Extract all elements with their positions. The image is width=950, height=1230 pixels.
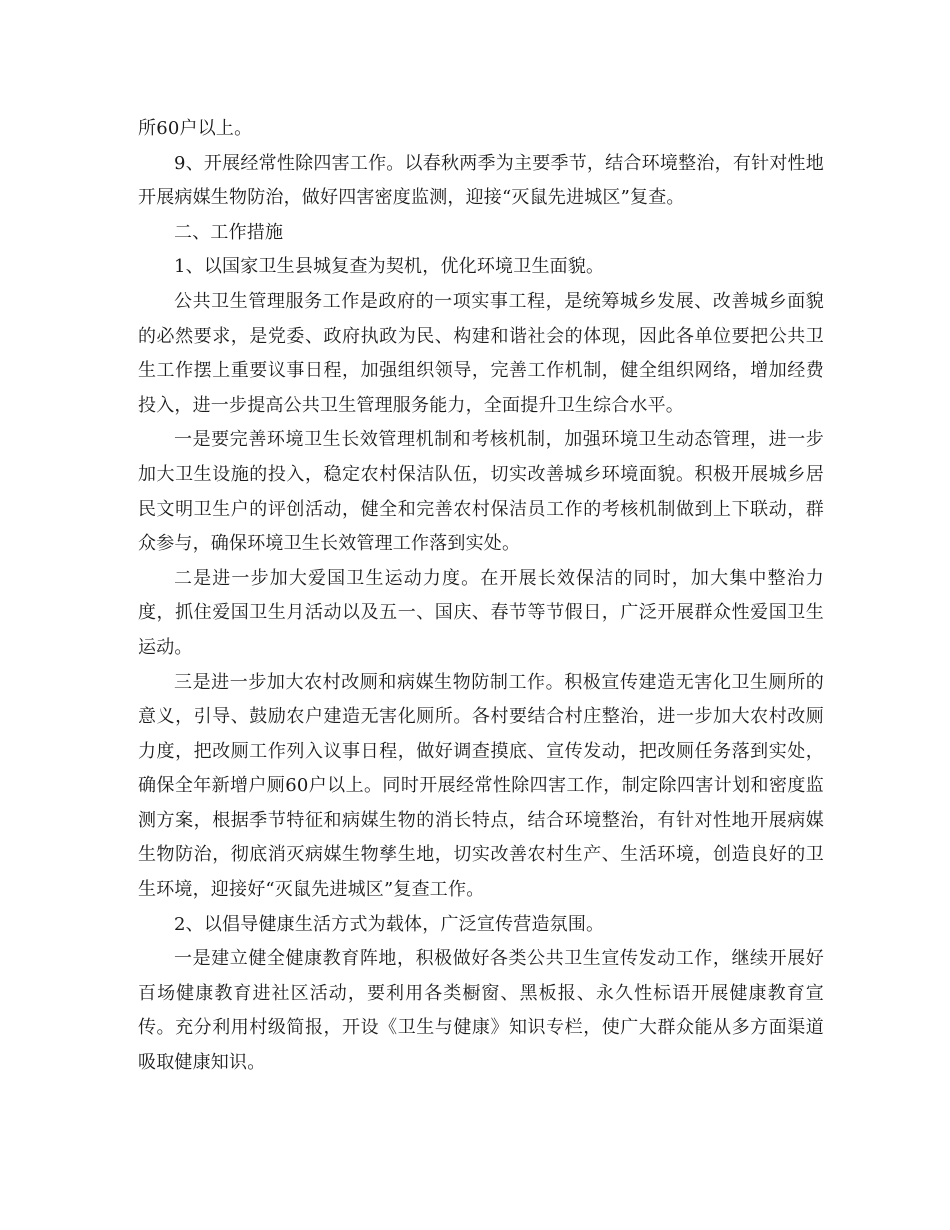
subsection-heading: 1、以国家卫生县城复查为契机，优化环境卫生面貌。: [174, 256, 605, 278]
subsection-heading: 2、以倡导健康生活方式为载体，广泛宣传营造氛围。: [174, 913, 605, 935]
section-heading: 二、工作措施: [174, 221, 284, 243]
paragraph: 公共卫生管理服务工作是政府的一项实事工程，是统筹城乡发展、改善城乡面貌的必然要求，是党委、政府执政为民、构建和谐社会的体现，因此各单位要把公共卫生工作摆上重要议事日程，加强组织领导，完善工作机制，健全组织网络，增加经费投入，进一步提高公共卫生管理服务能力，全面提升卫生综合水平。: [138, 290, 824, 416]
paragraph: 所60户以上。: [138, 118, 253, 139]
paragraph: 一是建立健全健康教育阵地，积极做好各类公共卫生宣传发动工作，继续开展好百场健康教育进社区活动，要利用各类橱窗、黑板报、永久性标语开展健康教育宣传。充分利用村级简报，开设《卫生与健康》知识专栏，使广大群众能从多方面渠道吸取健康知识。: [138, 948, 824, 1074]
paragraph: 9、开展经常性除四害工作。以春秋两季为主要季节，结合环境整治，有针对性地开展病媒生物防治，做好四害密度监测，迎接“灭鼠先进城区”复查。: [138, 152, 824, 209]
paragraph: 一是要完善环境卫生长效管理机制和考核机制，加强环境卫生动态管理，进一步加大卫生设施的投入，稳定农村保洁队伍，切实改善城乡环境面貌。积极开展城乡居民文明卫生户的评创活动，健全和完善农村保洁员工作的考核机制做到上下联动，群众参与，确保环境卫生长效管理工作落到实处。: [138, 429, 824, 555]
paragraph: 三是进一步加大农村改厕和病媒生物防制工作。积极宣传建造无害化卫生厕所的意义，引导、鼓励农户建造无害化厕所。各村要结合村庄整治，进一步加大农村改厕力度，把改厕工作列入议事日程，做好调查摸底、宣传发动，把改厕任务落到实处，确保全年新增户厕60户以上。同时开展经常性除四害工作，制定除四害计划和密度监测方案，根据季节特征和病媒生物的消长特点，结合环境整治，有针对性地开展病媒生物防治，彻底消灭病媒生物孳生地，切实改善农村生产、生活环境，创造良好的卫生环境，迎接好“灭鼠先进城区”复查工作。: [138, 671, 824, 901]
document-body: [138, 112, 824, 1081]
paragraph: 二是进一步加大爱国卫生运动力度。在开展长效保洁的同时，加大集中整治力度，抓住爱国卫生月活动以及五一、国庆、春节等节假日，广泛开展群众性爱国卫生运动。: [138, 567, 824, 658]
